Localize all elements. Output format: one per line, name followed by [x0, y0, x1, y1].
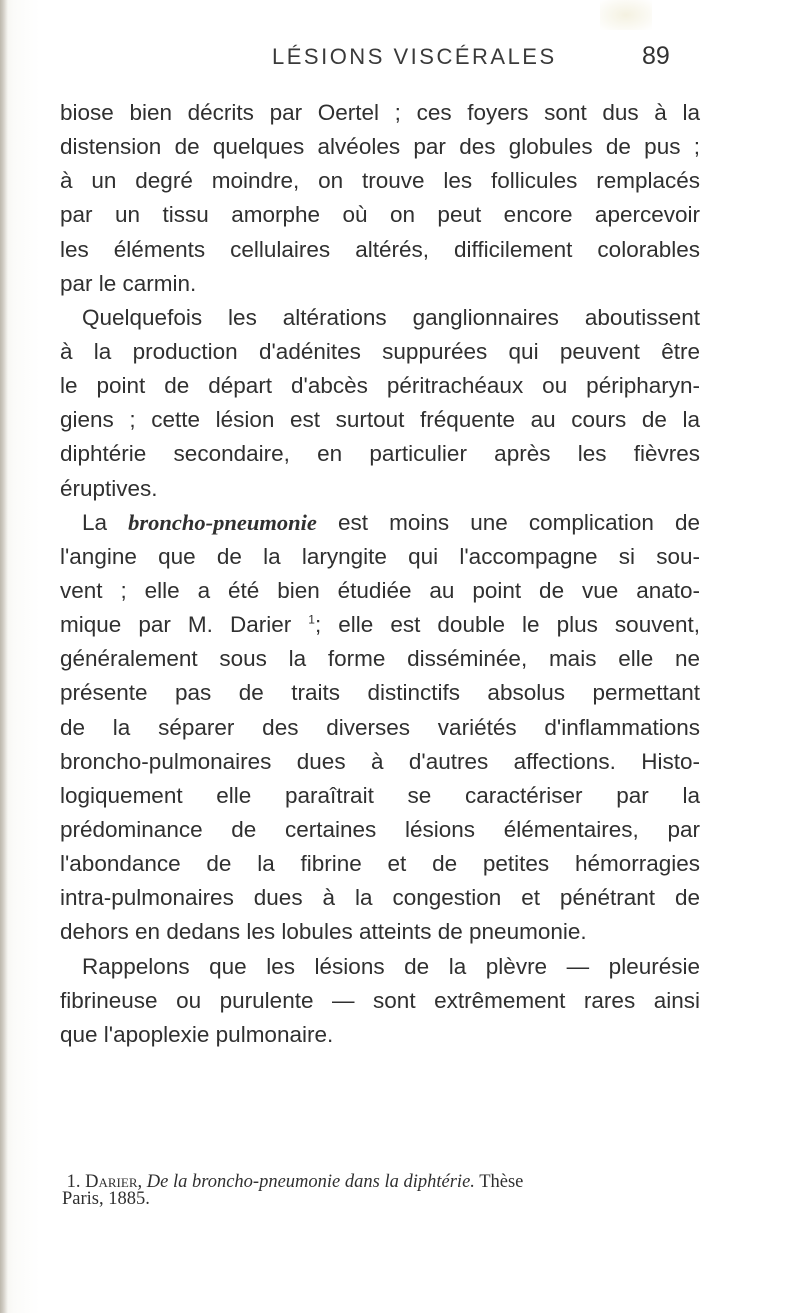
text-line: à la production d'adénites suppurées qui peuvent être: [60, 338, 700, 364]
para3-rest: est moins une complication de: [338, 509, 700, 535]
body-text: [60, 96, 700, 1052]
page-gutter-shadow: [0, 0, 8, 1313]
text-line: l'angine que de la laryngite qui l'accompagne si sou-: [60, 543, 700, 569]
footnote-number: 1.: [66, 1172, 81, 1192]
text-line: présente pas de traits distinctifs absolus permettant: [60, 680, 700, 706]
running-title: LÉSIONS VISCÉRALES: [272, 44, 557, 69]
footnote-line: [62, 1174, 702, 1191]
footnote-author: Darier,: [85, 1172, 143, 1192]
text-line: Quelquefois les altérations ganglionnaires aboutissent: [82, 304, 700, 330]
text-line: par un tissu amorphe où on peut encore apercevoir: [60, 202, 700, 228]
text-line: diphtérie secondaire, en particulier après les fièvres: [60, 441, 700, 467]
text-line: fibrineuse ou purulente — sont extrêmement rares ainsi: [60, 987, 700, 1013]
text-line: les éléments cellulaires altérés, difficilement colorables: [60, 236, 700, 262]
line-part: mique par M. Darier: [60, 612, 292, 638]
emphasized-term: broncho-pneumonie: [128, 509, 317, 535]
text-line: de la séparer des diverses variétés d'inflammations: [60, 714, 700, 740]
footnote-reference: 1: [308, 612, 315, 627]
text-line: distension de quelques alvéoles par des globules de pus ;: [60, 134, 700, 160]
paper-stain: [600, 0, 652, 30]
line-part: ; elle est double le plus souvent,: [314, 612, 700, 638]
text-line: intra-pulmonaires dues à la congestion et pénétrant de: [60, 885, 700, 911]
text-line: le point de départ d'abcès péritrachéaux ou péripharyn-: [60, 373, 700, 399]
footnote: [62, 1174, 702, 1208]
footnote-line-2: Paris, 1885.: [62, 1189, 150, 1209]
footnote-rest: Thèse: [479, 1172, 524, 1192]
text-line-with-term: [60, 506, 700, 540]
text-line: biose bien décrits par Oertel ; ces foyers sont dus à la: [60, 100, 700, 125]
text-line: éruptives.: [60, 475, 158, 501]
text-line: par le carmin.: [60, 270, 197, 296]
page-number: 89: [642, 42, 670, 70]
text-line: à un degré moindre, on trouve les follicules remplacés: [60, 168, 700, 194]
text-line: dehors en dedans les lobules atteints de pneumonie.: [60, 919, 587, 945]
text-line: giens ; cette lésion est surtout fréquente au cours de la: [60, 407, 700, 433]
page-header: [0, 44, 800, 80]
text-line-with-footnote-ref: [60, 608, 700, 642]
text-line: Rappelons que les lésions de la plèvre — pleurésie: [82, 953, 700, 979]
text-line: généralement sous la forme disséminée, mais elle ne: [60, 646, 700, 672]
text-line: vent ; elle a été bien étudiée au point de vue anato-: [60, 577, 700, 603]
text-line: broncho-pulmonaires dues à d'autres affections. Histo-: [60, 748, 700, 774]
text-line: l'abondance de la fibrine et de petites hémorragies: [60, 851, 700, 877]
text-line: que l'apoplexie pulmonaire.: [60, 1021, 334, 1047]
para3-lead: La: [82, 509, 108, 535]
footnote-title: De la broncho-pneumonie dans la diphtérie.: [146, 1172, 475, 1192]
text-line: prédominance de certaines lésions élémentaires, par: [60, 816, 700, 842]
text-line: logiquement elle paraîtrait se caractériser par la: [60, 782, 700, 808]
